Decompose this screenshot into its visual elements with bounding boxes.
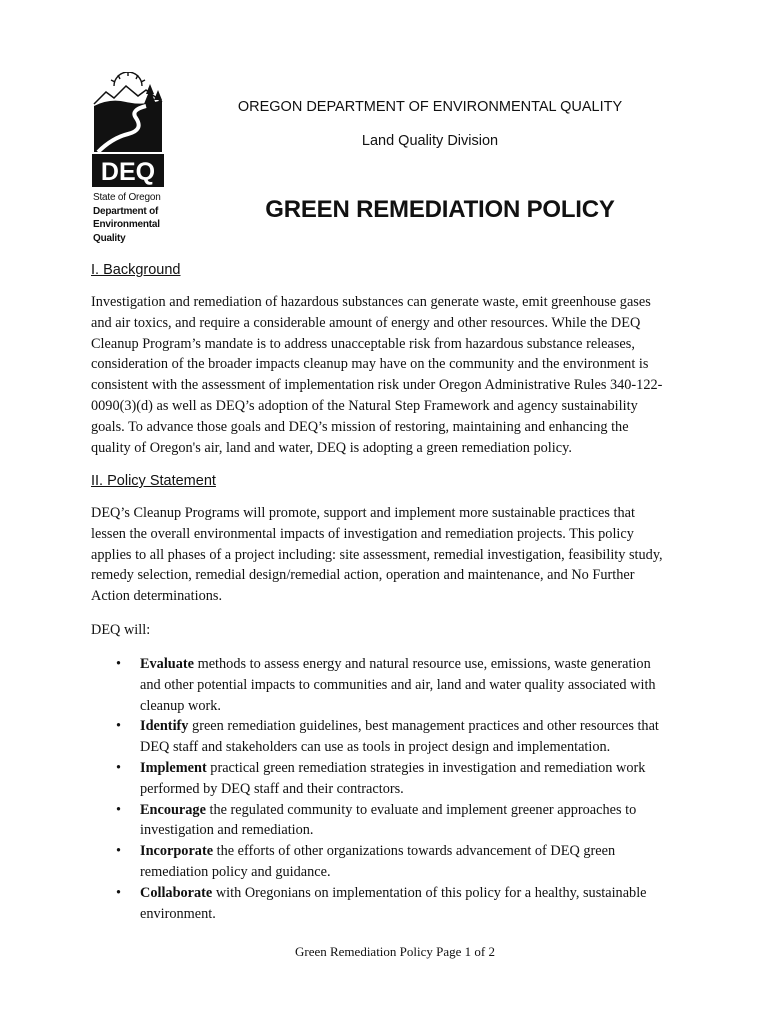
bullet-text: methods to assess energy and natural resource use, emissions, waste generation	[194, 656, 651, 672]
paragraph-line: consistent with the assessment of implementation risk under Oregon Administrative Rules 340-122-	[91, 377, 663, 394]
logo-caption-line: Environmental	[93, 219, 160, 230]
paragraph-line: remedy selection, remedial design/remedial action, operation and maintenance, and No Further	[91, 567, 635, 584]
bullet-text: investigation and remediation.	[140, 822, 314, 839]
bullet-icon: •	[116, 801, 122, 818]
bullet-text: DEQ staff and stakeholders can use as tools in project design and implementation.	[140, 739, 611, 756]
policy-paragraph	[91, 503, 711, 607]
paragraph-line: goals. To advance those goals and DEQ’s mission of restoring, maintaining and enhancing the	[91, 418, 629, 435]
bullet-keyword: Collaborate	[140, 884, 213, 901]
bullet-icon: •	[116, 718, 122, 735]
logo-caption-line: State of Oregon	[93, 192, 161, 203]
deq-will-intro: DEQ will:	[91, 622, 151, 638]
paragraph-line: lessen the overall environmental impacts of investigation and remediation projects. This policy	[91, 525, 634, 542]
list-item	[112, 800, 712, 842]
logo-caption	[93, 191, 203, 245]
list-item	[112, 654, 712, 716]
bullet-text: practical green remediation strategies in investigation and remediation work	[206, 759, 646, 776]
deq-landscape-icon	[92, 72, 164, 187]
background-heading: I. Background	[91, 262, 181, 278]
deq-logo	[92, 72, 164, 187]
bullet-keyword: Identify	[140, 718, 189, 735]
logo-caption-line: Quality	[93, 232, 126, 244]
bullet-icon: •	[116, 656, 122, 672]
document-title: GREEN REMEDIATION POLICY	[265, 196, 615, 223]
paragraph-line: applies to all phases of a project including: site assessment, remedial investigation, feasibility study,	[91, 546, 663, 563]
deq-wordmark: DEQ	[100, 158, 156, 186]
logo-caption-line: Department of	[93, 205, 159, 217]
bullet-keyword: Encourage	[140, 801, 206, 818]
paragraph-line: quality of Oregon's air, land and water, DEQ is adopting a green remediation policy.	[91, 439, 572, 456]
bullet-text: cleanup work.	[140, 697, 221, 714]
policy-heading: II. Policy Statement	[91, 473, 216, 489]
agency-name: OREGON DEPARTMENT OF ENVIRONMENTAL QUALITY	[237, 99, 623, 115]
paragraph-line: Cleanup Program’s mandate is to address unacceptable risk from hazardous substance releases,	[91, 335, 635, 352]
bullet-text: environment.	[140, 905, 216, 922]
bullet-text: the regulated community to evaluate and implement greener approaches to	[205, 801, 637, 818]
list-item	[112, 841, 712, 883]
paragraph-line: and air toxics, and require a considerable amount of energy and other resources. While the DEQ	[91, 314, 641, 331]
list-item	[112, 758, 712, 800]
bullet-icon: •	[116, 759, 122, 776]
paragraph-line: consideration of the broader impacts cleanup may have on the community and the environment is	[91, 356, 649, 373]
bullet-icon: •	[116, 843, 122, 860]
bullet-text: green remediation guidelines, best management practices and other resources that	[188, 718, 659, 735]
background-paragraph	[91, 292, 711, 458]
bullet-keyword: Incorporate	[140, 843, 214, 860]
list-item	[112, 883, 712, 925]
page-footer: Green Remediation Policy Page 1 of 2	[294, 944, 495, 959]
division-name: Land Quality Division	[361, 133, 499, 149]
paragraph-line: Investigation and remediation of hazardous substances can generate waste, emit greenhouse gases	[91, 294, 651, 310]
bullet-keyword: Evaluate	[140, 656, 195, 672]
bullet-keyword: Implement	[140, 759, 207, 776]
bullet-text: with Oregonians on implementation of this policy for a healthy, sustainable	[212, 884, 647, 901]
bullet-icon: •	[116, 884, 122, 901]
list-item	[112, 716, 712, 758]
bullet-text: performed by DEQ staff and their contractors.	[140, 780, 404, 797]
paragraph-line: 0090(3)(d) as well as DEQ’s adoption of the Natural Step Framework and agency sustainability	[91, 397, 638, 414]
bullet-text: and other potential impacts to communities and air, land and water quality associated with	[140, 676, 656, 693]
bullet-text: remediation policy and guidance.	[140, 863, 331, 880]
paragraph-line: Action determinations.	[91, 588, 223, 605]
commitments-list	[112, 654, 712, 924]
paragraph-line: DEQ’s Cleanup Programs will promote, support and implement more sustainable practices that	[91, 505, 635, 521]
bullet-text: the efforts of other organizations towards advancement of DEQ green	[213, 843, 616, 860]
